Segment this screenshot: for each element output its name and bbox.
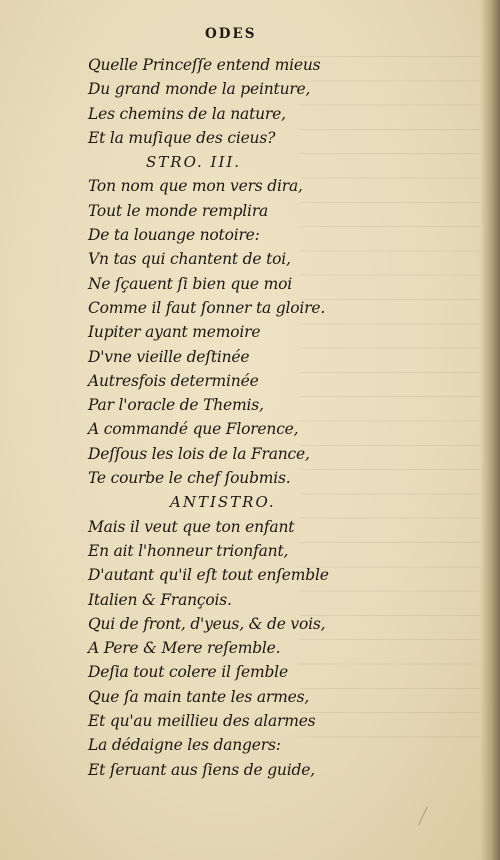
verse-line: Ton nom que mon vers dira, bbox=[88, 177, 303, 196]
verse-line: Tout le monde remplira bbox=[88, 201, 269, 220]
verse-line: Te courbe le chef ſoubmis. bbox=[88, 469, 291, 488]
verse-line: Vn tas qui chantent de toi, bbox=[88, 250, 291, 269]
verse-line: En ait l'honneur trionfant, bbox=[88, 541, 289, 560]
verse-line: Autresfois determinée bbox=[88, 371, 259, 390]
verse-line: D'vne vieille deſtinée bbox=[88, 347, 250, 366]
strophe-heading: STRO. III. bbox=[146, 153, 242, 172]
verse-line: Deſſous les lois de la France, bbox=[88, 444, 310, 463]
verse-line: Italien & François. bbox=[88, 590, 232, 609]
verse-line: A Pere & Mere reſemble. bbox=[88, 639, 281, 658]
verse-line: Et la muſique des cieus? bbox=[88, 128, 276, 147]
verse-line: Mais il veut que ton enfant bbox=[88, 517, 295, 536]
page-gutter bbox=[480, 0, 500, 860]
verse-line: Les chemins de la nature, bbox=[88, 104, 286, 123]
verse-line: Que ſa main tante les armes, bbox=[88, 687, 310, 706]
verse-line: D'autant qu'il eſt tout enſemble bbox=[88, 566, 329, 585]
antistrophe-heading: ANTISTRO. bbox=[170, 493, 276, 512]
verse-line: De ta louange notoire: bbox=[88, 226, 260, 245]
verse-line: Du grand monde la peinture, bbox=[88, 80, 311, 99]
verse-line: Et ſeruant aus ſiens de guide, bbox=[88, 760, 315, 779]
verse-line: Quelle Princeſſe entend mieus bbox=[88, 56, 321, 74]
verse-line: Deſia tout colere il ſemble bbox=[88, 663, 288, 682]
verse-line: Qui de front, d'yeus, & de vois, bbox=[88, 614, 326, 633]
verse-line: Ne ſçauent ſi bien que moi bbox=[88, 274, 292, 293]
page-blemish bbox=[418, 807, 436, 830]
poem-text bbox=[88, 53, 348, 782]
verse-line: A commandé que Florence, bbox=[88, 420, 299, 439]
running-title: ODES bbox=[205, 26, 257, 42]
verse-line: Comme il faut ſonner ta gloire. bbox=[88, 298, 326, 317]
verse-line: La dédaigne les dangers: bbox=[88, 736, 281, 755]
verse-line: Et qu'au meillieu des alarmes bbox=[88, 712, 316, 731]
verse-line: Iupiter ayant memoire bbox=[88, 323, 261, 342]
verse-line: Par l'oracle de Themis, bbox=[88, 396, 264, 415]
